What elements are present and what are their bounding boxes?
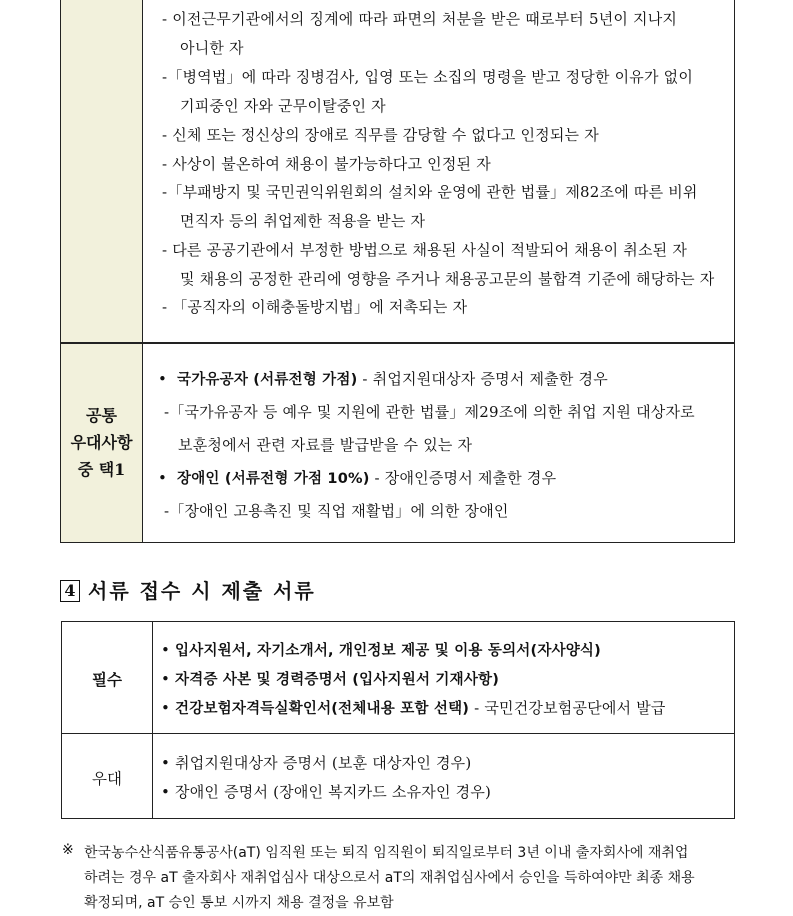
required-doc-item — [161, 639, 601, 660]
note-line: 하려는 경우 aT 출자회사 재취업심사 대상으로서 aT의 재취업심사에서 승인을 득하여야만 최종 채용 — [84, 870, 695, 886]
preferred-doc-item — [161, 781, 491, 802]
pref-item-title: 장애인 (서류전형 가점 10%) — [177, 471, 370, 487]
bullet-icon: • — [161, 754, 171, 772]
pref-label-line: 중 택1 — [77, 460, 126, 479]
bullet-icon: • — [158, 370, 168, 388]
disqualify-line: 기피중인 자와 군무이탈중인 자 — [180, 97, 386, 115]
pref-item-desc: - 취업지원대상자 증명서 제출한 경우 — [357, 370, 608, 388]
bullet-icon: • — [158, 469, 168, 487]
pref-item-disabled — [158, 467, 556, 488]
table1-divider — [142, 0, 143, 543]
disqualify-line: - 「공직자의 이해충돌방지법」에 저촉되는 자 — [162, 298, 468, 316]
preferred-doc-text: 취업지원대상자 증명서 (보훈 대상자인 경우) — [175, 754, 472, 772]
note-mark: ※ — [62, 842, 74, 858]
required-doc-text: 건강보험자격득실확인서(전체내용 포함 선택) — [175, 701, 470, 717]
required-label: 필수 — [92, 671, 122, 689]
disqualify-line: 아니한 자 — [180, 39, 244, 57]
pref-item-sub: -「국가유공자 등 예우 및 지원에 관한 법률」제29조에 의한 취업 지원 대상자로 — [164, 403, 695, 421]
pref-item-desc: - 장애인증명서 제출한 경우 — [369, 469, 557, 487]
required-doc-item — [161, 697, 666, 718]
required-doc-item — [161, 668, 499, 689]
disqualify-line: -「병역법」에 따라 징병검사, 입영 또는 소집의 명령을 받고 정당한 이유가 없이 — [162, 68, 694, 86]
disqualify-line: - 다른 공공기관에서 부정한 방법으로 채용된 사실이 적발되어 채용이 취소된 자 — [162, 241, 688, 259]
pref-label-line: 우대사항 — [70, 433, 133, 452]
bullet-icon: • — [161, 783, 171, 801]
note-line: 한국농수산식품유통공사(aT) 임직원 또는 퇴직 임직원이 퇴직일로부터 3년 이내 출자회사에 재취업 — [84, 845, 689, 861]
disqualify-line: - 신체 또는 정신상의 장애로 직무를 감당할 수 없다고 인정되는 자 — [162, 126, 599, 144]
required-doc-text: 입사지원서, 자기소개서, 개인정보 제공 및 이용 동의서(자사양식) — [175, 643, 601, 659]
bullet-icon: • — [161, 699, 171, 717]
disqualify-line: - 이전근무기관에서의 징계에 따라 파면의 처분을 받은 때로부터 5년이 지나지 — [162, 10, 678, 28]
required-doc-text: 자격증 사본 및 경력증명서 (입사지원서 기재사항) — [175, 672, 500, 688]
bullet-icon: • — [161, 670, 171, 688]
required-doc-desc: - 국민건강보험공단에서 발급 — [469, 699, 666, 717]
pref-item-title: 국가유공자 (서류전형 가점) — [177, 372, 358, 388]
pref-item-sub: -「장애인 고용촉진 및 직업 재활법」에 의한 장애인 — [164, 502, 509, 520]
pref-item-sub: 보훈청에서 관련 자료를 발급받을 수 있는 자 — [178, 436, 473, 454]
preferred-doc-text: 장애인 증명서 (장애인 복지카드 소유자인 경우) — [175, 783, 492, 801]
section-title: 서류 접수 시 제출 서류 — [88, 579, 316, 603]
pref-item-veteran — [158, 368, 608, 389]
disqualify-line: 및 채용의 공정한 관리에 영향을 주거나 채용공고문의 불합격 기준에 해당하는 자 — [180, 270, 715, 288]
preferred-doc-item — [161, 752, 471, 773]
table1-row-divider — [60, 342, 735, 344]
preferred-label: 우대 — [92, 770, 122, 788]
disqualify-line: -「부패방지 및 국민권익위원회의 설치와 운영에 관한 법률」제82조에 따른 비위 — [162, 183, 698, 201]
table2-divider — [152, 621, 153, 819]
bullet-icon: • — [161, 641, 171, 659]
disqualify-line: 면직자 등의 취업제한 적용을 받는 자 — [180, 212, 426, 230]
pref-label-line: 공통 — [86, 406, 117, 425]
section-number: 4 — [60, 580, 80, 602]
note-line: 확정되며, aT 승인 통보 시까지 채용 결정을 유보함 — [84, 895, 394, 911]
section-heading — [60, 575, 316, 604]
table2-row-divider — [61, 733, 735, 734]
disqualify-line: - 사상이 불온하여 채용이 불가능하다고 인정된 자 — [162, 155, 491, 173]
